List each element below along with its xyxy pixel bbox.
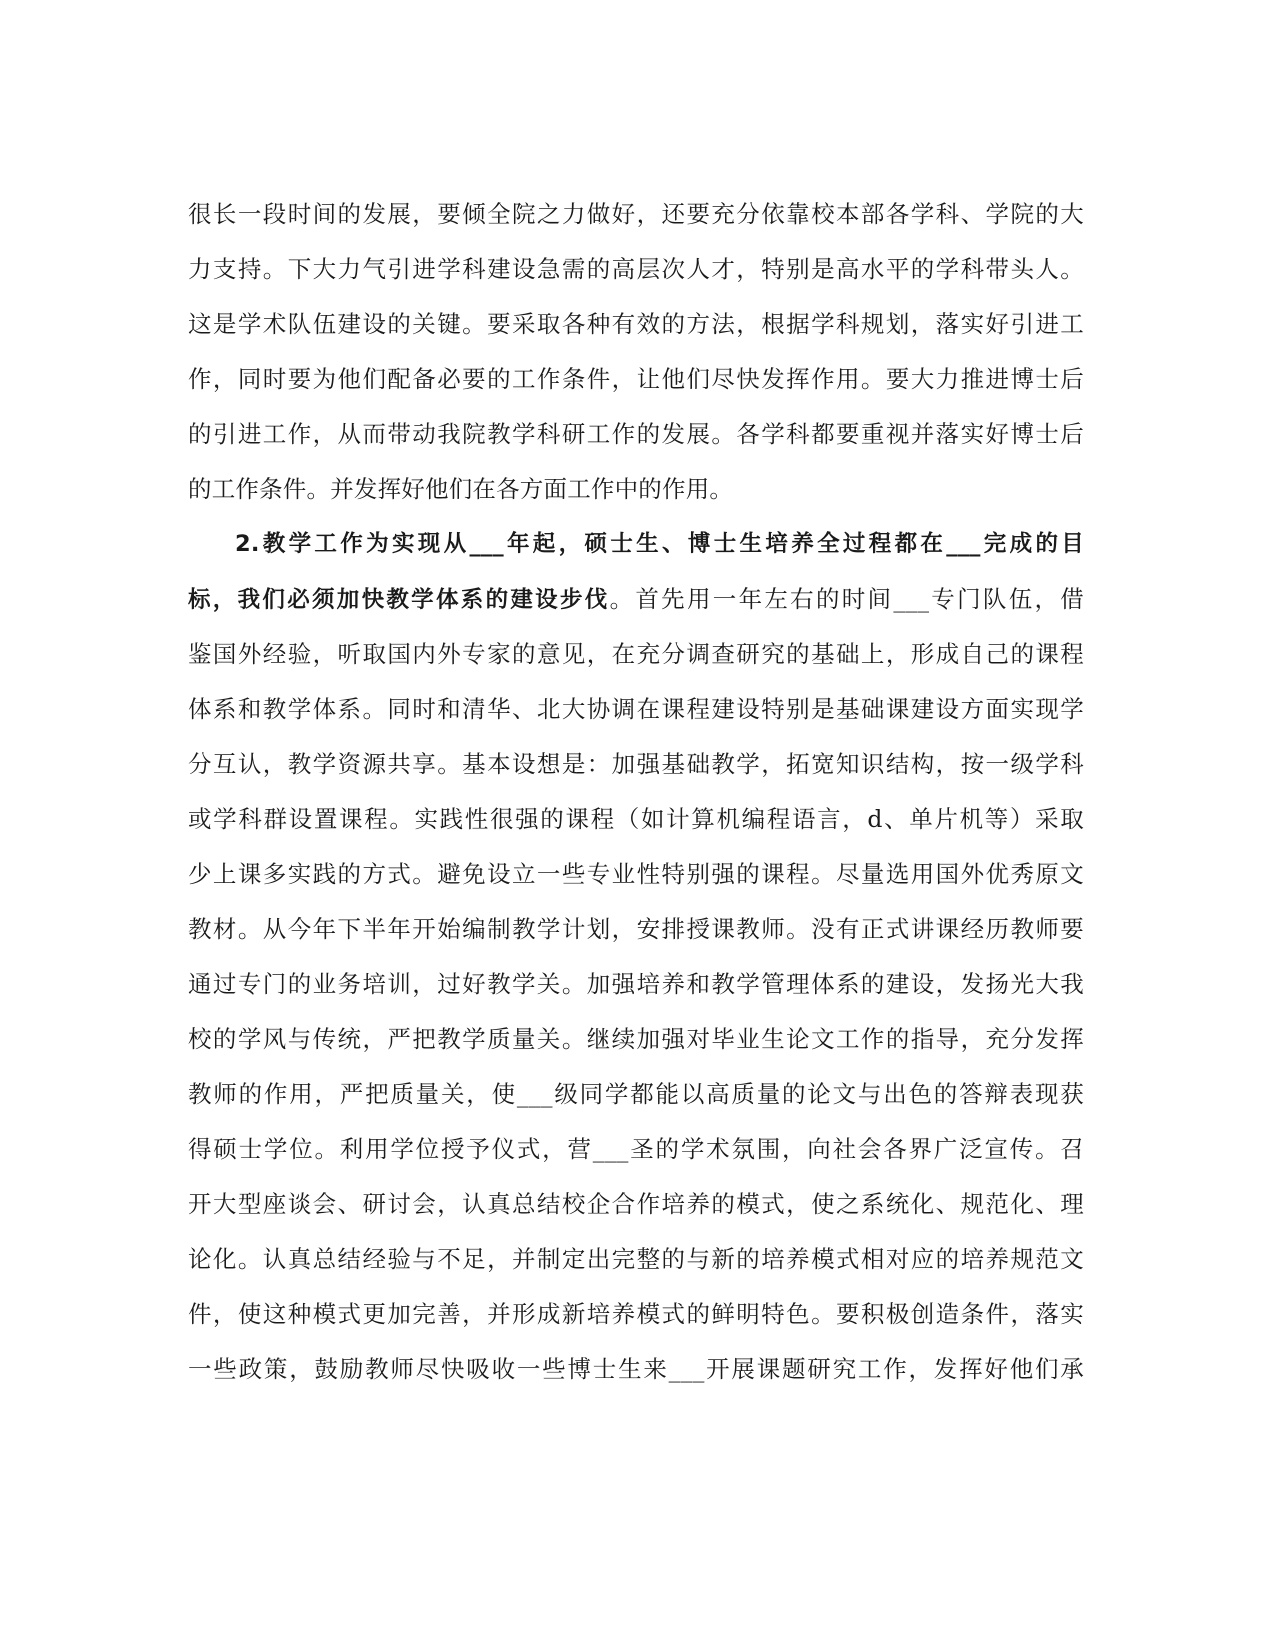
section-heading-line-1: 2.教学工作为实现从___年起，硕士生、博士生培养全过程都在___完成的目	[235, 531, 1084, 557]
paragraph2-line-7: 通过专门的业务培训，过好教学关。加强培养和教学管理体系的建设，发扬光大我	[188, 970, 1084, 998]
paragraph1-line-3: 这是学术队伍建设的关键。要采取各种有效的方法，根据学科规划，落实好引进工	[188, 310, 1084, 338]
paragraph1-line-1: 很长一段时间的发展，要倾全院之力做好，还要充分依靠校本部各学科、学院的大	[188, 200, 1084, 228]
paragraph2-line-10: 得硕士学位。利用学位授予仪式，营___圣的学术氛围，向社会各界广泛宣传。召	[188, 1135, 1084, 1163]
section-heading-bold-text: 标，我们必须加快教学体系的建设步伐	[188, 587, 610, 613]
paragraph1-line-4: 作，同时要为他们配备必要的工作条件，让他们尽快发挥作用。要大力推进博士后	[188, 365, 1084, 393]
paragraph2-line-11: 开大型座谈会、研讨会，认真总结校企合作培养的模式，使之系统化、规范化、理	[188, 1190, 1084, 1218]
section-heading-rest-text: 。首先用一年左右的时间___专门队伍，借	[609, 585, 1084, 613]
paragraph1-line-2: 力支持。下大力气引进学科建设急需的高层次人才，特别是高水平的学科带头人。	[188, 255, 1084, 283]
paragraph2-line-5: 少上课多实践的方式。避免设立一些专业性特别强的课程。尽量选用国外优秀原文	[188, 860, 1084, 888]
paragraph2-line-4: 或学科群设置课程。实践性很强的课程（如计算机编程语言，d、单片机等）采取	[188, 805, 1084, 833]
section-heading-line-2	[188, 583, 1084, 615]
paragraph2-line-2: 体系和教学体系。同时和清华、北大协调在课程建设特别是基础课建设方面实现学	[188, 695, 1084, 723]
paragraph1-line-5: 的引进工作，从而带动我院教学科研工作的发展。各学科都要重视并落实好博士后	[188, 420, 1084, 448]
paragraph2-line-9: 教师的作用，严把质量关，使___级同学都能以高质量的论文与出色的答辩表现获	[188, 1080, 1084, 1108]
paragraph2-line-3: 分互认，教学资源共享。基本设想是：加强基础教学，拓宽知识结构，按一级学科	[188, 750, 1084, 778]
paragraph1-line-6: 的工作条件。并发挥好他们在各方面工作中的作用。	[188, 475, 734, 503]
paragraph2-line-8: 校的学风与传统，严把教学质量关。继续加强对毕业生论文工作的指导，充分发挥	[188, 1025, 1084, 1053]
paragraph2-line-13: 件，使这种模式更加完善，并形成新培养模式的鲜明特色。要积极创造条件，落实	[188, 1300, 1084, 1328]
paragraph2-line-14: 一些政策，鼓励教师尽快吸收一些博士生来___开展课题研究工作，发挥好他们承	[188, 1355, 1084, 1383]
paragraph2-line-12: 论化。认真总结经验与不足，并制定出完整的与新的培养模式相对应的培养规范文	[188, 1245, 1084, 1273]
paragraph2-line-1: 鉴国外经验，听取国内外专家的意见，在充分调查研究的基础上，形成自己的课程	[188, 640, 1084, 668]
paragraph2-line-6: 教材。从今年下半年开始编制教学计划，安排授课教师。没有正式讲课经历教师要	[188, 915, 1084, 943]
